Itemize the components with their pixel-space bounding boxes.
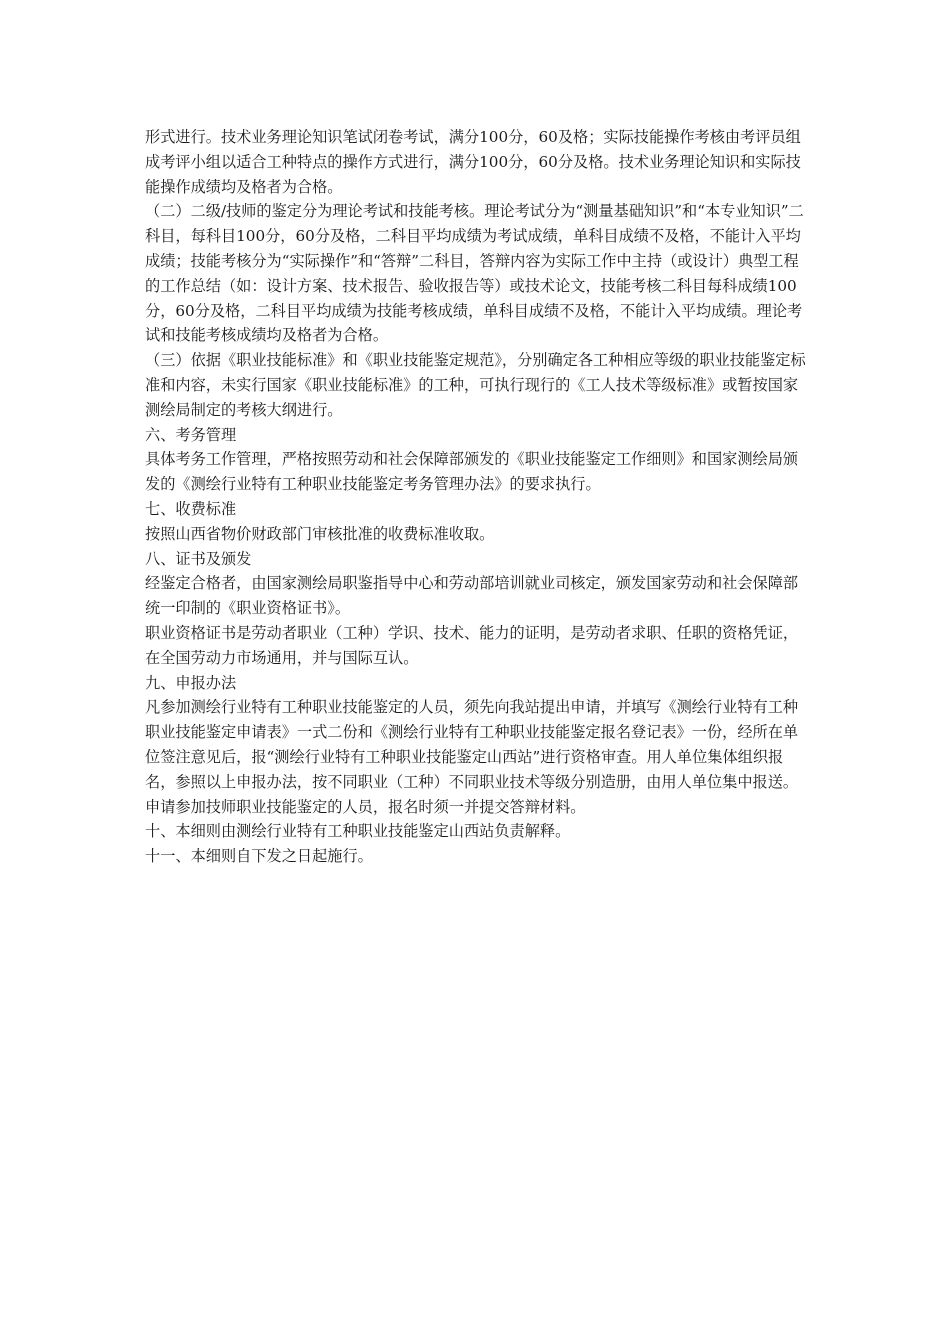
paragraph-effective-date: 十一、本细则自下发之日起施行。 (145, 847, 373, 866)
paragraph-exam-format-cont: 形式进行。技术业务理论知识笔试闭卷考试，满分100分，60及格；实际技能操作考核由考评员组成考评小组以适合工种特点的操作方式进行，满分100分，60分及格。技术业务理论知识和实际技能操作成绩均及格者为合格。 (145, 128, 801, 196)
paragraph-fee-standard: 按照山西省物价财政部门审核批准的收费标准收取。 (145, 524, 495, 543)
heading-certificate: 八、证书及颁发 (145, 549, 252, 568)
paragraph-certificate-issue: 经鉴定合格者，由国家测绘局职鉴指导中心和劳动部培训就业司核定，颁发国家劳动和社会保障部统一印制的《职业资格证书》。 (145, 574, 799, 618)
paragraph-application: 凡参加测绘行业特有工种职业技能鉴定的人员，须先向我站提出申请，并填写《测绘行业特有工种职业技能鉴定申请表》一式二份和《测绘行业特有工种职业技能鉴定报名登记表》一份，经所在单位签注意见后，报“测绘行业特有工种职业技能鉴定山西站”进行资格审查。用人单位集体组织报名，参照以上申报办法，按不同职业（工种）不同职业技术等级分别造册，由用人单位集中报送。申请参加技师职业技能鉴定的人员，报名时须一并提交答辩材料。 (145, 698, 799, 816)
paragraph-level-two-assessment: （二）二级/技师的鉴定分为理论考试和技能考核。理论考试分为“测量基础知识”和“本专业知识”二科目，每科目100分，60分及格，二科目平均成绩为考试成绩，单科目成绩不及格，不能计入平均成绩；技能考核分为“实际操作”和“答辩”二科目，答辩内容为实际工作中主持（或设计）典型工程的工作总结（如：设计方案、技术报告、验收报告等）或技术论文，技能考核二科目每科成绩100分，60分及格，二科目平均成绩为技能考核成绩，单科目成绩不及格，不能计入平均成绩。理论考试和技能考核成绩均及格者为合格。 (145, 202, 804, 345)
paragraph-interpretation: 十、本细则由测绘行业特有工种职业技能鉴定山西站负责解释。 (145, 822, 571, 841)
paragraph-exam-management: 具体考务工作管理，严格按照劳动和社会保障部颁发的《职业技能鉴定工作细则》和国家测绘局颁发的《测绘行业特有工种职业技能鉴定考务管理办法》的要求执行。 (145, 450, 799, 494)
document-body (145, 125, 810, 869)
heading-fee-standard: 七、收费标准 (145, 499, 237, 518)
paragraph-certificate-validity: 职业资格证书是劳动者职业（工种）学识、技术、能力的证明，是劳动者求职、任职的资格凭证，在全国劳动力市场通用，并与国际互认。 (145, 623, 799, 667)
heading-application: 九、申报办法 (145, 673, 237, 692)
paragraph-standards-basis: （三）依据《职业技能标准》和《职业技能鉴定规范》，分别确定各工种相应等级的职业技能鉴定标准和内容，未实行国家《职业技能标准》的工种，可执行现行的《工人技术等级标准》或暂按国家测绘局制定的考核大纲进行。 (145, 351, 806, 419)
heading-exam-management: 六、考务管理 (145, 425, 237, 444)
